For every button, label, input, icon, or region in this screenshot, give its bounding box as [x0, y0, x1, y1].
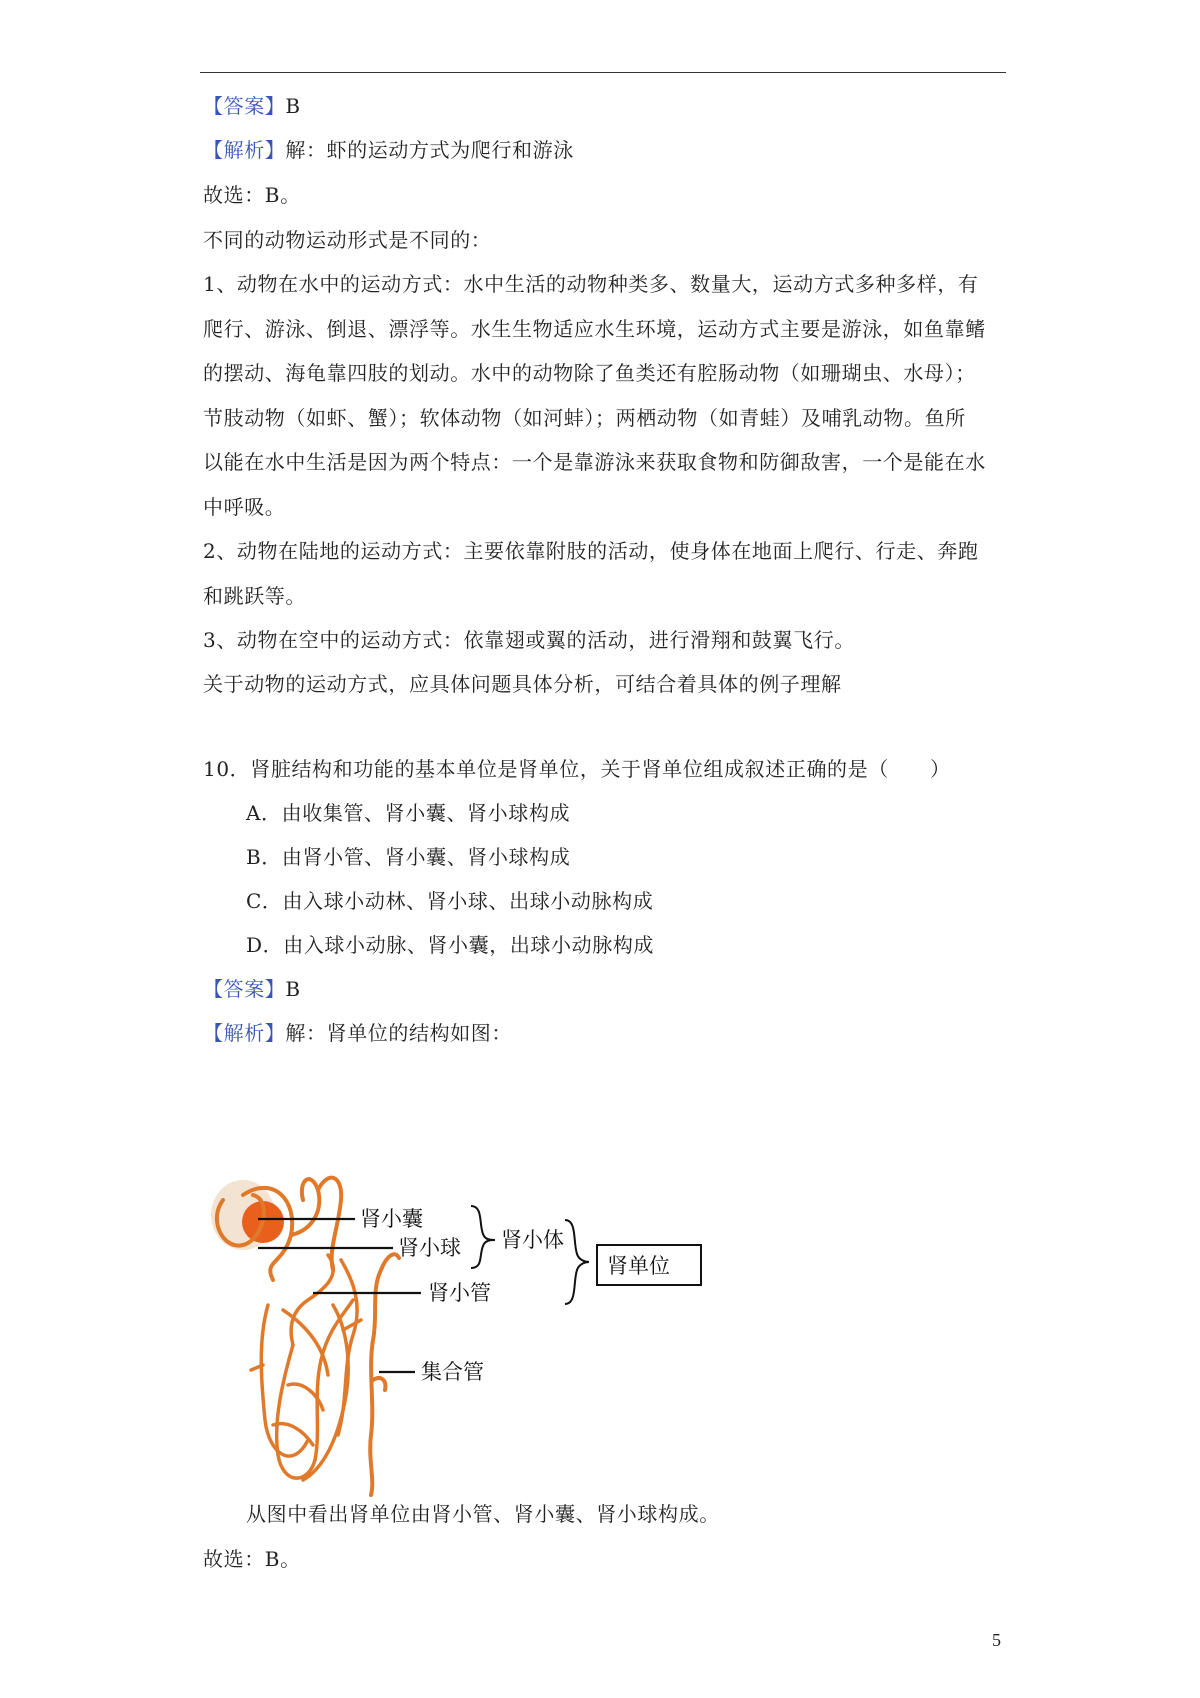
- q9-p1-line6: 中呼吸。: [203, 495, 286, 519]
- nephron-brace: [565, 1220, 589, 1304]
- q9-p1-line2: 爬行、游泳、倒退、漂浮等。水生生物适应水生环境，运动方式主要是游泳，如鱼靠鳍: [203, 317, 986, 341]
- answer-value: B: [285, 94, 301, 118]
- q9-conclusion: 故选：B。: [203, 183, 301, 207]
- q10-conclusion: 故选：B。: [203, 1547, 301, 1571]
- nephron-diagram: [203, 1140, 743, 1500]
- q9-p1-line4: 节肢动物（如虾、蟹）；软体动物（如河蚌）；两栖动物（如青蛙）及哺乳动物。鱼所: [203, 406, 966, 430]
- q9-p3-line1: 3、动物在空中的运动方式：依靠翅或翼的活动，进行滑翔和鼓翼飞行。: [203, 628, 855, 652]
- q9-answer-line: [203, 92, 301, 120]
- q10-option-c: C．由入球小动林、肾小球、出球小动脉构成: [246, 889, 654, 913]
- analysis-text: 解：虾的运动方式为爬行和游泳: [285, 138, 574, 162]
- answer-tag: 【答案】: [203, 94, 286, 118]
- label-tubule: 肾小管: [428, 1281, 491, 1305]
- q10-answer-line: [203, 975, 301, 1003]
- corpuscle-brace: [471, 1206, 495, 1268]
- q9-analysis-line: [203, 136, 574, 164]
- q10-analysis-line: [203, 1019, 512, 1047]
- header-rule: [200, 72, 1006, 73]
- q9-p1-line1: 1、动物在水中的运动方式：水中生活的动物种类多、数量大，运动方式多种多样，有: [203, 272, 979, 296]
- analysis-tag: 【解析】: [203, 1021, 286, 1045]
- q9-p1-line5: 以能在水中生活是因为两个特点：一个是靠游泳来获取食物和防御敌害，一个是能在水: [203, 450, 986, 474]
- collecting-duct: [370, 1254, 399, 1495]
- label-glomerulus: 肾小球: [398, 1236, 461, 1260]
- q10-question: 10．肾脏结构和功能的基本单位是肾单位，关于肾单位组成叙述正确的是（ ）: [203, 757, 951, 781]
- q10-option-a: A．由收集管、肾小囊、肾小球构成: [246, 801, 571, 825]
- q10-option-b: B．由肾小管、肾小囊、肾小球构成: [246, 845, 571, 869]
- tubule-mesh: [251, 1255, 361, 1480]
- q10-explanation: 从图中看出肾单位由肾小管、肾小囊、肾小球构成。: [246, 1502, 720, 1526]
- q9-p1-line3: 的摆动、海龟靠四肢的划动。水中的动物除了鱼类还有腔肠动物（如珊瑚虫、水母）；: [203, 361, 976, 385]
- answer-tag: 【答案】: [203, 977, 286, 1001]
- q10-option-d: D．由入球小动脉、肾小囊，出球小动脉构成: [246, 933, 655, 957]
- page-number: 5: [992, 1630, 1001, 1650]
- answer-value: B: [285, 977, 301, 1001]
- q9-intro: 不同的动物运动形式是不同的：: [203, 228, 492, 252]
- analysis-text: 解：肾单位的结构如图：: [285, 1021, 513, 1045]
- label-capsule: 肾小囊: [360, 1207, 423, 1231]
- q9-p2-line1: 2、动物在陆地的运动方式：主要依靠附肢的活动，使身体在地面上爬行、行走、奔跑: [203, 539, 979, 563]
- q9-summary: 关于动物的运动方式，应具体问题具体分析，可结合着具体的例子理解: [203, 672, 842, 696]
- label-collecting: 集合管: [421, 1360, 484, 1384]
- q9-p2-line2: 和跳跃等。: [203, 584, 306, 608]
- label-nephron: 肾单位: [607, 1254, 670, 1278]
- label-corpuscle: 肾小体: [501, 1228, 564, 1252]
- leader-lines: [258, 1219, 421, 1372]
- analysis-tag: 【解析】: [203, 138, 286, 162]
